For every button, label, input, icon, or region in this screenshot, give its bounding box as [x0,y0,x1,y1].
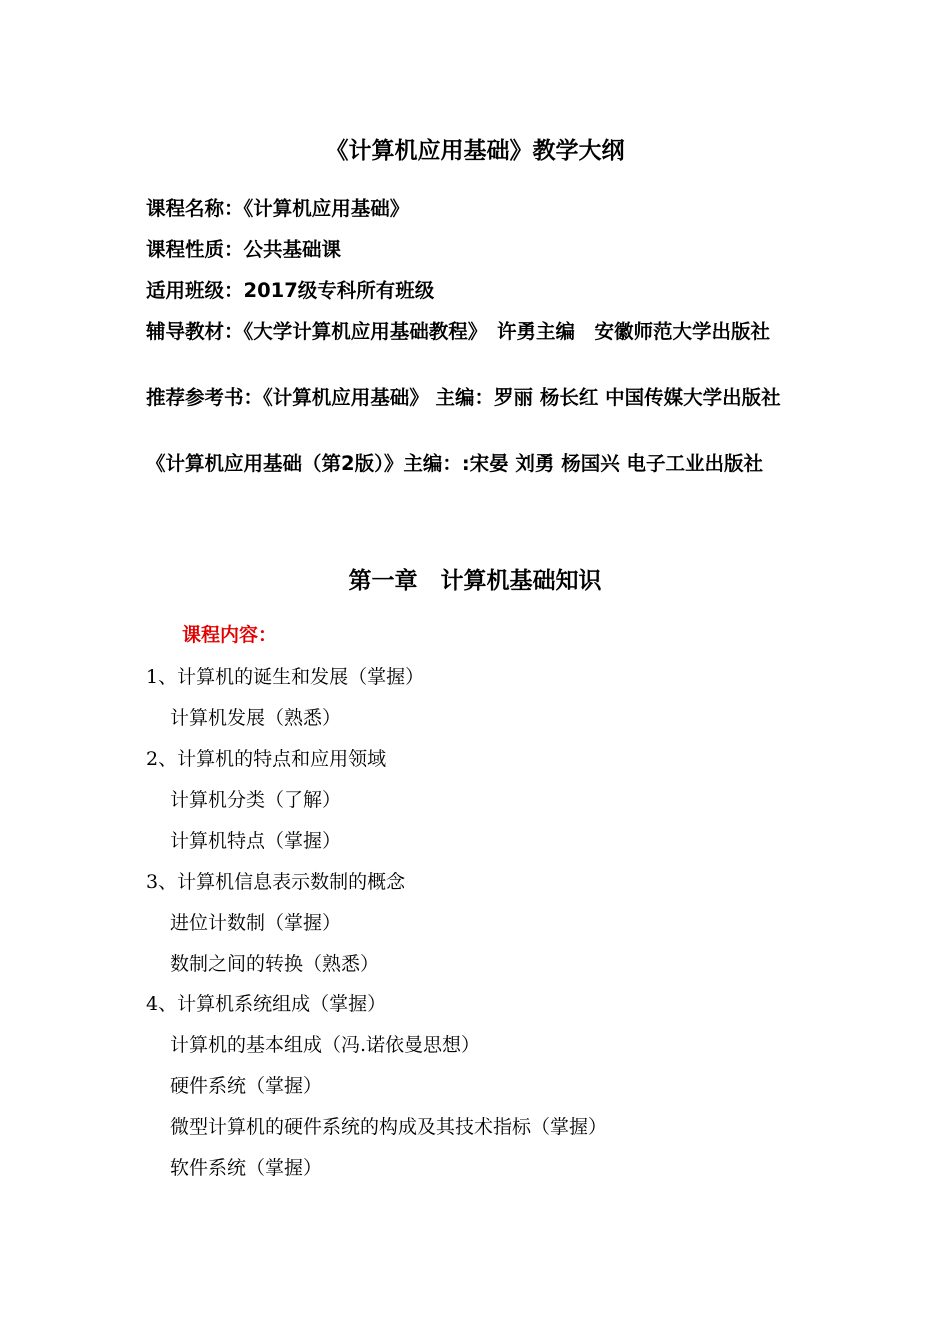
course-nature: 课程性质：公共基础课 [146,238,342,261]
list-item: 计算机特点（掌握） [170,830,342,852]
recommended-reference: 推荐参考书：《计算机应用基础》 主编：罗丽 杨长红 中国传媒大学出版社 [146,386,781,409]
list-item: 微型计算机的硬件系统的构成及其技术指标（掌握） [170,1116,608,1138]
document-title: 《计算机应用基础》教学大纲 [325,138,625,164]
list-item: 数制之间的转换（熟悉） [170,953,380,975]
list-item: 4、计算机系统组成（掌握） [146,993,387,1015]
list-item: 2、计算机的特点和应用领域 [146,748,387,770]
applicable-classes: 适用班级：2017级专科所有班级 [146,279,435,302]
list-item: 3、计算机信息表示数制的概念 [146,871,406,893]
list-item: 计算机发展（熟悉） [170,707,342,729]
textbook: 辅导教材：《大学计算机应用基础教程》 许勇主编 安徽师范大学出版社 [146,320,771,343]
reference-book-2: 《计算机应用基础（第2版）》主编：:宋晏 刘勇 杨国兴 电子工业出版社 [146,452,763,475]
list-item: 计算机分类（了解） [170,789,342,811]
chapter-title: 第一章 计算机基础知识 [348,568,602,594]
list-item: 软件系统（掌握） [170,1157,323,1179]
list-item: 硬件系统（掌握） [170,1075,323,1097]
course-content-label: 课程内容： [182,624,278,646]
course-name: 课程名称：《计算机应用基础》 [146,197,410,220]
list-item: 1、计算机的诞生和发展（掌握） [146,666,425,688]
list-item: 计算机的基本组成（冯.诺依曼思想） [170,1034,481,1056]
list-item: 进位计数制（掌握） [170,912,342,934]
